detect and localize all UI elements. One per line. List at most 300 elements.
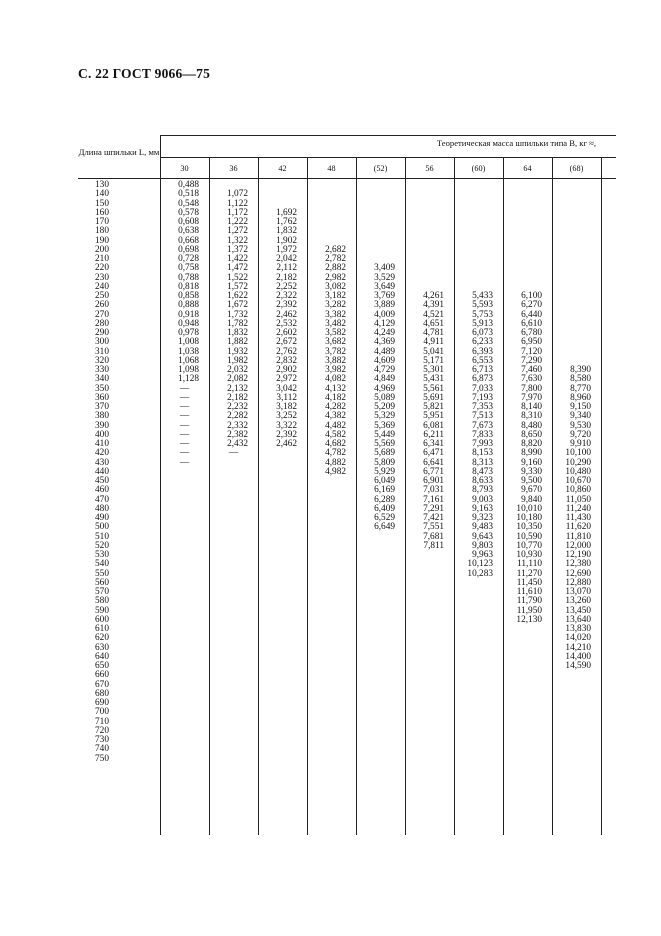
mass-cell: 2,982 <box>325 272 346 283</box>
mass-cell: 8,390 <box>570 365 591 375</box>
mass-cell: 11,950 <box>516 605 542 616</box>
mass-cell: 11,450 <box>516 577 542 588</box>
mass-cell: 6,780 <box>521 328 542 338</box>
length-cell: 320 <box>95 355 109 366</box>
mass-cell: 9,643 <box>472 531 493 542</box>
mass-cell: 7,421 <box>423 513 444 523</box>
mass-cell: 3,982 <box>325 365 346 375</box>
mass-cell: 2,972 <box>276 374 297 385</box>
mass-cell: 5,171 <box>423 355 444 366</box>
mass-cell: 13,070 <box>565 587 591 597</box>
mass-cell: 2,252 <box>276 281 297 292</box>
length-cell: 400 <box>95 429 109 440</box>
mass-cell: 6,341 <box>423 439 444 449</box>
mass-cell: 9,670 <box>521 485 542 496</box>
mass-cell: 8,480 <box>521 420 542 431</box>
mass-cell: 1,982 <box>227 355 248 366</box>
mass-cell: 10,283 <box>467 568 493 579</box>
mass-cell: 13,640 <box>565 614 591 625</box>
mass-cell: 6,713 <box>472 365 493 375</box>
mass-cell: 7,460 <box>521 365 542 375</box>
mass-cell: 10,480 <box>565 466 591 477</box>
mass-cell: 10,350 <box>516 522 542 533</box>
mass-cell: 5,593 <box>472 300 493 311</box>
mass-cell: 2,182 <box>276 272 297 283</box>
mass-cell: 2,682 <box>325 244 346 255</box>
mass-cell: 4,129 <box>374 318 395 329</box>
mass-cell: 2,762 <box>276 346 297 357</box>
length-cell: 160 <box>95 207 109 218</box>
mass-cell: 8,770 <box>570 383 591 394</box>
length-cell: 660 <box>95 670 109 681</box>
mass-cell: 3,182 <box>325 291 346 301</box>
mass-cell: 12,130 <box>516 614 542 625</box>
length-cell: 570 <box>95 587 109 597</box>
mass-cell: 5,913 <box>472 318 493 329</box>
length-cell: 270 <box>95 309 109 320</box>
mass-cell: 0,978 <box>178 328 199 338</box>
mass-cell: 9,330 <box>521 466 542 477</box>
mass-column <box>209 190 258 458</box>
mass-cell: 7,630 <box>521 374 542 385</box>
mass-cell: 3,682 <box>325 337 346 348</box>
mass-cell: 14,590 <box>565 661 591 671</box>
diameter-header: 30 <box>180 164 189 173</box>
mass-cell: 12,190 <box>565 550 591 560</box>
mass-cell: 0,668 <box>178 235 199 246</box>
length-cell: 730 <box>95 735 109 745</box>
length-cell: 490 <box>95 513 109 523</box>
mass-cell: 11,110 <box>517 559 542 570</box>
mass-cell: 8,153 <box>472 448 493 459</box>
mass-cell: 8,313 <box>472 457 493 468</box>
mass-column <box>552 366 601 671</box>
mass-cell: 5,041 <box>423 346 444 357</box>
length-cell: 670 <box>95 679 109 690</box>
mass-cell: 0,698 <box>178 244 199 255</box>
mass-cell: 4,781 <box>423 328 444 338</box>
page-header: С. 22 ГОСТ 9066—75 <box>78 66 211 81</box>
mass-cell: 3,042 <box>276 383 297 394</box>
mass-cell: 5,689 <box>374 448 395 459</box>
length-cell: 690 <box>95 698 109 708</box>
mass-cell: 0,578 <box>178 207 199 218</box>
mass-cell: 14,020 <box>565 633 591 644</box>
mass-cell: 4,009 <box>374 309 395 320</box>
mass-cell: 2,602 <box>276 328 297 338</box>
mass-cell: 6,409 <box>374 503 395 514</box>
mass-cell: 5,329 <box>374 411 395 422</box>
mass-cell: 0,638 <box>178 226 199 237</box>
mass-cell: 8,990 <box>521 448 542 459</box>
mass-cell: 9,323 <box>472 513 493 523</box>
mass-cell: 11,240 <box>565 503 591 514</box>
mass-cell: 0,548 <box>178 198 199 209</box>
mass-cell: 2,132 <box>227 383 248 394</box>
mass-cell: 5,561 <box>423 383 444 394</box>
mass-cell: 1,068 <box>178 355 199 366</box>
length-cell: 440 <box>95 466 109 477</box>
mass-cell: 4,609 <box>374 355 395 366</box>
mass-cell: 6,081 <box>423 420 444 431</box>
mass-cell: 3,889 <box>374 300 395 311</box>
mass-cell: 5,929 <box>374 466 395 477</box>
length-cell: 350 <box>95 383 109 394</box>
mass-cell: 2,462 <box>276 309 297 320</box>
mass-cell: 11,430 <box>565 513 591 523</box>
mass-cell: 2,672 <box>276 337 297 348</box>
diameter-header: 36 <box>229 164 238 173</box>
mass-cell: 0,518 <box>178 189 199 200</box>
length-cell: 190 <box>95 235 109 246</box>
mass-cell: 3,112 <box>276 392 297 403</box>
diameter-header: (52) <box>373 164 388 173</box>
mass-cell: 5,821 <box>423 402 444 412</box>
mass-cell: 1,672 <box>227 300 248 311</box>
mass-cell: 4,849 <box>374 374 395 385</box>
mass-cell: 6,049 <box>374 476 395 486</box>
mass-cell: 2,432 <box>227 439 248 449</box>
mass-cell: 4,982 <box>325 466 346 477</box>
length-cell: 430 <box>95 457 109 468</box>
length-cell: 260 <box>95 300 109 311</box>
mass-cell: — <box>179 420 190 431</box>
mass-column <box>160 181 209 468</box>
mass-cell: 1,038 <box>178 346 199 357</box>
mass-cell: 8,310 <box>521 411 542 422</box>
mass-cell: 1,322 <box>227 235 248 246</box>
mass-cell: 7,993 <box>472 439 493 449</box>
mass-cell: 10,123 <box>467 559 493 570</box>
mass-cell: 1,222 <box>227 217 248 227</box>
mass-cell: 1,972 <box>276 244 297 255</box>
mass-cell: 3,649 <box>374 281 395 292</box>
mass-cell: 11,810 <box>565 531 591 542</box>
mass-cell: 1,272 <box>227 226 248 237</box>
length-cell: 710 <box>95 716 109 727</box>
mass-cell: 4,382 <box>325 411 346 422</box>
mass-column <box>356 264 405 532</box>
mass-cell: 1,762 <box>276 217 297 227</box>
mass-cell: 0,918 <box>178 309 199 320</box>
mass-cell: 13,260 <box>565 596 591 607</box>
mass-column <box>258 209 307 450</box>
mass-cell: 10,290 <box>565 457 591 468</box>
mass-cell: 8,633 <box>472 476 493 486</box>
mass-cell: 2,382 <box>227 429 248 440</box>
mass-cell: 9,840 <box>521 494 542 505</box>
length-cell: 370 <box>95 402 109 412</box>
mass-cell: 1,372 <box>227 244 248 255</box>
mass-cell: 2,392 <box>276 429 297 440</box>
mass-cell: 2,882 <box>325 263 346 274</box>
mass-cell: 3,529 <box>374 272 395 283</box>
mass-cell: 2,042 <box>276 254 297 264</box>
mass-cell: 4,249 <box>374 328 395 338</box>
mass-cell: 0,818 <box>178 281 199 292</box>
mass-cell: 9,500 <box>521 476 542 486</box>
mass-cell: 1,832 <box>227 328 248 338</box>
mass-cell: 10,590 <box>516 531 542 542</box>
mass-cell: 10,770 <box>516 540 542 551</box>
length-cell: 250 <box>95 291 109 301</box>
mass-cell: 7,833 <box>472 429 493 440</box>
length-cell: 220 <box>95 263 109 274</box>
mass-cell: 12,380 <box>565 559 591 570</box>
mass-cell: 4,882 <box>325 457 346 468</box>
mass-cell: 5,753 <box>472 309 493 320</box>
mass-cell: 7,120 <box>521 346 542 357</box>
mass-cell: 7,551 <box>423 522 444 533</box>
mass-cell: 6,440 <box>521 309 542 320</box>
mass-cell: 8,140 <box>521 402 542 412</box>
mass-cell: 4,282 <box>325 402 346 412</box>
mass-cell: 1,128 <box>178 374 199 385</box>
mass-column <box>307 246 356 477</box>
mass-cell: 2,112 <box>276 263 297 274</box>
mass-cell: 3,482 <box>325 318 346 329</box>
group-header-rule <box>160 157 616 158</box>
mass-cell: 3,782 <box>325 346 346 357</box>
mass-cell: 5,209 <box>374 402 395 412</box>
mass-cell: 6,393 <box>472 346 493 357</box>
mass-cell: 7,161 <box>423 494 444 505</box>
mass-cell: 6,100 <box>521 291 542 301</box>
mass-cell: 4,391 <box>423 300 444 311</box>
mass-cell: 6,553 <box>472 355 493 366</box>
mass-cell: — <box>228 448 239 459</box>
length-cell: 390 <box>95 420 109 431</box>
mass-cell: 13,450 <box>565 605 591 616</box>
mass-cell: 4,182 <box>325 392 346 403</box>
mass-cell: 4,911 <box>423 337 444 348</box>
length-cell: 450 <box>95 476 109 486</box>
diameter-header: (68) <box>569 164 584 173</box>
mass-cell: 0,608 <box>178 217 199 227</box>
mass-cell: 3,582 <box>325 328 346 338</box>
mass-cell: 0,758 <box>178 263 199 274</box>
length-cell: 750 <box>95 753 109 764</box>
mass-cell: 5,369 <box>374 420 395 431</box>
mass-cell: 11,050 <box>565 494 591 505</box>
length-cell: 280 <box>95 318 109 329</box>
mass-cell: 9,003 <box>472 494 493 505</box>
mass-cell: 10,670 <box>565 476 591 486</box>
mass-cell: 6,771 <box>423 466 444 477</box>
mass-cell: 8,820 <box>521 439 542 449</box>
mass-cell: 1,522 <box>227 272 248 283</box>
mass-cell: 6,641 <box>423 457 444 468</box>
group-header: Теоретическая масса шпильки типа В, кг ≈, <box>436 138 596 148</box>
length-cell: 650 <box>95 661 109 671</box>
mass-cell: 9,150 <box>570 402 591 412</box>
mass-cell: 6,211 <box>423 429 444 440</box>
mass-cell: 6,471 <box>423 448 444 459</box>
header-top-rule <box>160 135 616 136</box>
mass-cell: — <box>179 439 190 449</box>
mass-cell: 7,811 <box>423 540 444 551</box>
mass-cell: 8,793 <box>472 485 493 496</box>
length-cell: 540 <box>95 559 109 570</box>
mass-cell: 1,832 <box>276 226 297 237</box>
length-cell: 380 <box>95 411 109 422</box>
mass-cell: 5,691 <box>423 392 444 403</box>
mass-cell: — <box>179 448 190 459</box>
length-cell: 640 <box>95 651 109 662</box>
mass-cell: 9,530 <box>570 420 591 431</box>
mass-cell: — <box>179 392 190 403</box>
length-cell: 740 <box>95 744 109 755</box>
length-cell: 230 <box>95 272 109 283</box>
mass-cell: 2,532 <box>276 318 297 329</box>
row-header: Длина шпильки L, мм <box>78 147 160 157</box>
mass-cell: 5,433 <box>472 291 493 301</box>
mass-cell: 6,873 <box>472 374 493 385</box>
mass-cell: 9,910 <box>570 439 591 449</box>
mass-cell: 8,650 <box>521 429 542 440</box>
mass-cell: 4,082 <box>325 374 346 385</box>
length-cell: 140 <box>95 189 109 200</box>
length-cell: 330 <box>95 365 109 375</box>
mass-column <box>503 292 552 625</box>
mass-cell: 7,031 <box>423 485 444 496</box>
mass-cell: 6,289 <box>374 494 395 505</box>
mass-cell: 4,729 <box>374 365 395 375</box>
mass-cell: 1,882 <box>227 337 248 348</box>
mass-cell: 8,473 <box>472 466 493 477</box>
length-cell: 530 <box>95 550 109 560</box>
mass-cell: 3,322 <box>276 420 297 431</box>
mass-cell: 1,902 <box>276 235 297 246</box>
mass-cell: 0,948 <box>178 318 199 329</box>
mass-cell: 12,000 <box>565 540 591 551</box>
mass-cell: 0,858 <box>178 291 199 301</box>
mass-cell: 1,472 <box>227 263 248 274</box>
mass-cell: — <box>179 402 190 412</box>
mass-cell: 1,622 <box>227 291 248 301</box>
mass-cell: 6,901 <box>423 476 444 486</box>
mass-cell: 6,610 <box>521 318 542 329</box>
length-cell: 630 <box>95 642 109 653</box>
mass-cell: 4,482 <box>325 420 346 431</box>
length-cell: 360 <box>95 392 109 403</box>
mass-cell: 7,193 <box>472 392 493 403</box>
mass-cell: 1,932 <box>227 346 248 357</box>
mass-cell: 5,301 <box>423 365 444 375</box>
mass-cell: 1,692 <box>276 207 297 218</box>
mass-cell: 9,803 <box>472 540 493 551</box>
length-cell: 290 <box>95 328 109 338</box>
mass-cell: 5,951 <box>423 411 444 422</box>
mass-cell: 2,902 <box>276 365 297 375</box>
length-cell: 410 <box>95 439 109 449</box>
mass-cell: 2,832 <box>276 355 297 366</box>
length-cell: 520 <box>95 540 109 551</box>
mass-cell: 3,082 <box>325 281 346 292</box>
mass-cell: 7,800 <box>521 383 542 394</box>
mass-cell: 3,282 <box>325 300 346 311</box>
length-cell: 300 <box>95 337 109 348</box>
mass-cell: 1,008 <box>178 337 199 348</box>
header-bottom-rule <box>78 178 616 179</box>
mass-cell: 12,880 <box>565 577 591 588</box>
mass-cell: 1,732 <box>227 309 248 320</box>
column-rule <box>601 157 602 835</box>
mass-cell: — <box>179 429 190 440</box>
mass-cell: 1,098 <box>178 365 199 375</box>
mass-cell: 4,682 <box>325 439 346 449</box>
mass-cell: 2,322 <box>276 291 297 301</box>
mass-column <box>454 292 503 579</box>
length-cell: 600 <box>95 614 109 625</box>
mass-cell: 3,382 <box>325 309 346 320</box>
mass-cell: 4,261 <box>423 291 444 301</box>
mass-cell: 7,353 <box>472 402 493 412</box>
mass-cell: 0,788 <box>178 272 199 283</box>
length-cell: 470 <box>95 494 109 505</box>
mass-cell: 9,340 <box>570 411 591 422</box>
mass-cell: 1,422 <box>227 254 248 264</box>
diameter-header: (60) <box>471 164 486 173</box>
mass-cell: 0,728 <box>178 254 199 264</box>
mass-cell: 9,163 <box>472 503 493 514</box>
mass-cell: 7,673 <box>472 420 493 431</box>
mass-column <box>405 292 454 551</box>
mass-cell: 4,369 <box>374 337 395 348</box>
mass-cell: 6,529 <box>374 513 395 523</box>
length-cell: 550 <box>95 568 109 579</box>
mass-cell: 5,431 <box>423 374 444 385</box>
mass-cell: 5,449 <box>374 429 395 440</box>
mass-cell: 9,963 <box>472 550 493 560</box>
mass-cell: 7,681 <box>423 531 444 542</box>
mass-cell: 2,332 <box>227 420 248 431</box>
mass-cell: 3,252 <box>276 411 297 422</box>
mass-cell: 14,400 <box>565 651 591 662</box>
mass-cell: 13,830 <box>565 624 591 634</box>
mass-cell: 10,100 <box>565 448 591 459</box>
mass-cell: 8,580 <box>570 374 591 385</box>
mass-cell: 2,082 <box>227 374 248 385</box>
mass-cell: 2,182 <box>227 392 248 403</box>
mass-cell: 2,032 <box>227 365 248 375</box>
mass-cell: — <box>179 411 190 422</box>
length-cell: 620 <box>95 633 109 644</box>
mass-cell: 2,392 <box>276 300 297 311</box>
length-cell: 580 <box>95 596 109 607</box>
mass-cell: 6,233 <box>472 337 493 348</box>
length-cell: 240 <box>95 281 109 292</box>
length-cell: 700 <box>95 707 109 718</box>
mass-cell: 6,073 <box>472 328 493 338</box>
mass-cell: 4,521 <box>423 309 444 320</box>
length-cell: 130 <box>95 180 109 190</box>
mass-cell: 4,651 <box>423 318 444 329</box>
mass-cell: 9,720 <box>570 429 591 440</box>
mass-cell: 7,033 <box>472 383 493 394</box>
diameter-header: 56 <box>425 164 434 173</box>
mass-cell: 1,572 <box>227 281 248 292</box>
length-cell: 310 <box>95 346 109 357</box>
mass-cell: 7,513 <box>472 411 493 422</box>
length-cell: 170 <box>95 217 109 227</box>
mass-cell: 2,282 <box>227 411 248 422</box>
length-cell: 480 <box>95 503 109 514</box>
length-cell: 610 <box>95 624 109 634</box>
mass-cell: 1,172 <box>227 207 248 218</box>
length-cell: 150 <box>95 198 109 209</box>
mass-cell: 7,291 <box>423 503 444 514</box>
